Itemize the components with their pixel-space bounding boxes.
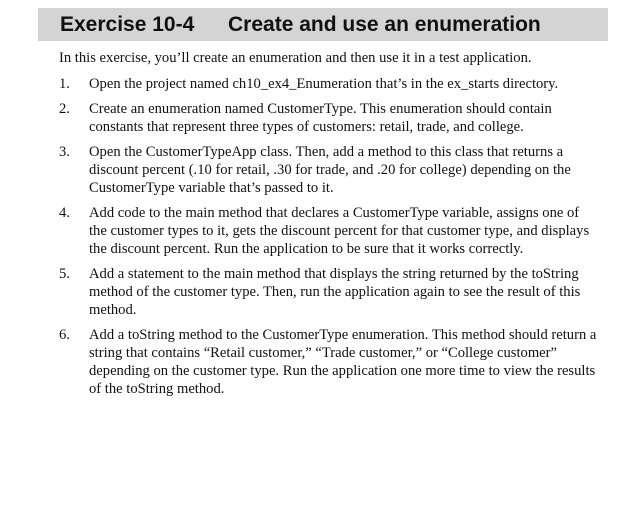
step-item [59, 143, 599, 197]
step-number: 4. [59, 205, 70, 221]
step-text: Open the project named ch10_ex4_Enumeration that’s in the ex_starts directory. [89, 76, 559, 92]
step-text: Add a statement to the main method that displays the string returned by the toString method of the customer type. Then, run the application again to see the result of this method. [89, 266, 581, 318]
step-number: 2. [59, 101, 70, 117]
exercise-body [59, 49, 599, 405]
step-item [59, 265, 599, 319]
step-text: Create an enumeration named CustomerType. This enumeration should contain constants that represent three types of customers: retail, trade, and college. [89, 101, 552, 135]
step-text: Open the CustomerTypeApp class. Then, add a method to this class that returns a discount percent (.10 for retail, .30 for trade, and .20 for college) depending on the CustomerType variable that’s passed to it. [89, 144, 571, 196]
step-number: 5. [59, 266, 70, 282]
step-number: 6. [59, 327, 70, 343]
step-number: 1. [59, 76, 70, 92]
exercise-title: Create and use an enumeration [228, 12, 541, 36]
intro-paragraph: In this exercise, you’ll create an enumeration and then use it in a test application. [59, 50, 532, 66]
step-item [59, 204, 599, 258]
step-text: Add code to the main method that declares a CustomerType variable, assigns one of the customer types to it, gets the discount percent for that customer type, and displays the discount percent. Run the application to be sure that it works correctly. [89, 205, 590, 257]
step-number: 3. [59, 144, 70, 160]
step-item [59, 75, 599, 93]
step-item [59, 100, 599, 136]
exercise-number: Exercise 10-4 [60, 12, 195, 36]
step-text: Add a toString method to the CustomerType enumeration. This method should return a string that contains “Retail customer,” “Trade customer,” or “College customer” depending on the customer type. Run the application one more time to view the results of the toString method. [89, 327, 597, 397]
exercise-header [38, 8, 608, 41]
steps-list [59, 75, 599, 398]
step-item [59, 326, 599, 398]
